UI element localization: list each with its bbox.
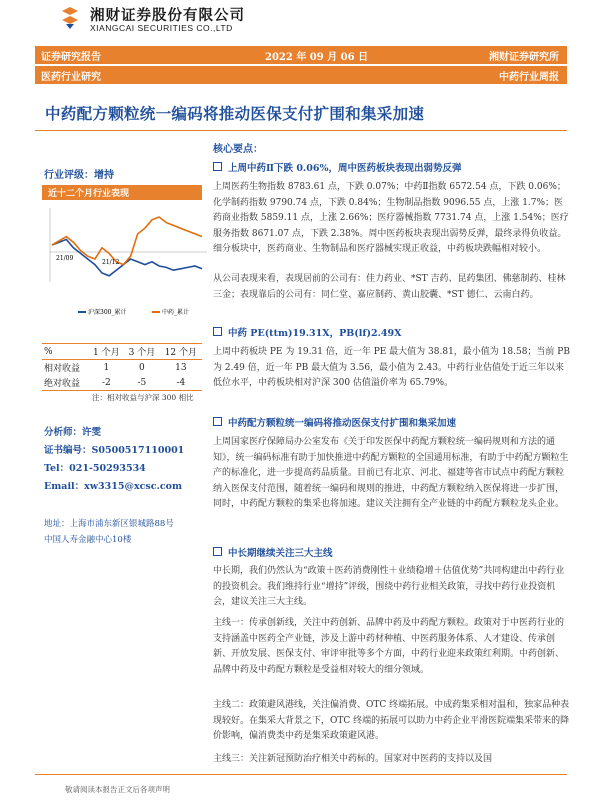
section-1-paragraph-2: 从公司表现来看，表现居前的公司有：佳力药业、*ST 吉药、昆药集团、佛慈制药、桂林三金；表现靠后的公司有：同仁堂、嘉应制药、黄山胶囊、*ST 德仁、云南白药。 bbox=[213, 274, 566, 300]
header-band-bottom bbox=[35, 66, 567, 84]
core-points-heading: 核心要点： bbox=[213, 144, 263, 155]
industry-label: 医药行业研究 bbox=[41, 72, 101, 83]
legend-hs300: 沪深300_累计 bbox=[88, 309, 127, 316]
analyst-name: 分析师：许雯 bbox=[44, 427, 102, 438]
section-4-paragraph-2: 主线一：传承创新线，关注中药创新、品牌中药及中药配方颗粒。政策对于中医药行业的支持涵盖中医药全产业链，涉及上游中药材种植、中医药服务体系、人才建设、传承创新、开放发展、医保支付、审评审批等多个方面，中药行业迎来政策红利期。中药创新、品牌中药及中药配方颗粒是受益相对较大的细分领域。 bbox=[213, 618, 565, 675]
report-type: 证券研究报告 bbox=[41, 52, 101, 63]
performance-chart bbox=[42, 204, 210, 324]
address-block bbox=[44, 516, 174, 548]
table-note: 注：相对收益与沪深 300 相比 bbox=[92, 393, 194, 402]
footer-divider bbox=[35, 774, 567, 775]
institute: 湘财证券研究所 bbox=[489, 52, 559, 63]
report-date: 2022 年 09 月 06 日 bbox=[265, 52, 369, 63]
section-3-paragraph: 上周国家医疗保障局办公室发布《关于印发医保中药配方颗粒统一编码规则和方法的通知》，统一编码标准有助于加快推进中药配方颗粒的全国通用标准，有助于中药配方颗粒生产的标准化，进一步提高药品质量。目前已有北京、河北、福建等省市试点中药配方颗粒纳入医保支付范围，随着统一编码和规则的推进，中药配方颗粒纳入医保将进一步扩围，同时，中药配方颗粒的集采也将加速。建议关注拥有全产业链的中药配方颗粒龙头企业。 bbox=[213, 437, 569, 509]
table-cell: -4 bbox=[160, 375, 202, 391]
section-4-paragraph-3: 主线二：政策避风港线，关注偏消费、OTC 终端拓展。中成药集采相对温和，独家品种表现较好。在集采大背景之下，OTC 终端的拓展可以助力中药企业平滑医院端集采带来的降价影响，偏消费类中药是集采政策避风港。 bbox=[213, 700, 570, 741]
table-header: 3 个月 bbox=[124, 344, 160, 360]
table-row bbox=[42, 360, 202, 376]
section-2-paragraph: 上周中药板块 PE 为 19.31 倍，近一年 PE 最大值为 38.81，最小值为 18.58；当前 PB 为 2.49 倍，近一年 PB 最大值为 3.56，最小值为 2.43。中药行业估值处于近三年以来低位水平，中药板块相对沪深 300 估值溢价率为 65.79%。 bbox=[213, 347, 570, 388]
table-row bbox=[42, 375, 202, 391]
section-2-heading bbox=[213, 325, 402, 339]
table-cell: 相对收益 bbox=[44, 364, 81, 374]
table-cell: -5 bbox=[124, 375, 160, 391]
analyst-tel: Tel：021-50293534 bbox=[44, 463, 146, 474]
footer-disclaimer: 敬请阅读本报告正文后各项声明 bbox=[65, 785, 170, 794]
company-logo bbox=[58, 6, 82, 30]
series-line-hs300 bbox=[52, 239, 202, 275]
table-header-row bbox=[42, 344, 202, 360]
table-header: 1 个月 bbox=[89, 344, 125, 360]
company-name-cn: 湘财证券股份有限公司 bbox=[90, 8, 245, 24]
table-cell: 1 bbox=[103, 362, 110, 373]
x-tick-label: 21/09 bbox=[56, 255, 74, 262]
square-bullet-icon bbox=[213, 417, 222, 426]
industry-rating: 行业评级：增持 bbox=[44, 170, 114, 181]
analyst-block bbox=[44, 424, 184, 496]
analyst-cert: 证书编号：S0500517110001 bbox=[44, 445, 185, 456]
title-divider bbox=[35, 130, 567, 131]
performance-bar bbox=[42, 185, 202, 200]
section-2-title: 中药 PE(ttm)19.31X，PB(lf)2.49X bbox=[228, 328, 402, 339]
square-bullet-icon bbox=[213, 547, 222, 556]
table-cell: 13 bbox=[175, 362, 187, 373]
section-4-title: 中长期继续关注三大主线 bbox=[228, 548, 333, 559]
legend-zy: 中药_累计 bbox=[162, 309, 190, 316]
weekly-label: 中药行业周报 bbox=[499, 72, 559, 83]
table-header: % bbox=[42, 344, 89, 360]
square-bullet-icon bbox=[213, 327, 222, 336]
table-cell: 绝对收益 bbox=[42, 375, 89, 391]
section-4-paragraph-4: 主线三：关注新冠预防治疗相关中药标的。国家对中医药的支持以及国 bbox=[213, 754, 493, 764]
x-tick-label: 21/12 bbox=[102, 259, 120, 266]
section-3-heading bbox=[213, 415, 456, 429]
company-name-en: XIANGCAI SECURITIES CO.,LTD bbox=[90, 23, 233, 33]
section-1-heading bbox=[213, 160, 461, 174]
analyst-email[interactable]: Email：xw3315@xcsc.com bbox=[44, 481, 183, 492]
section-1-title: 上周中药Ⅱ下跌 0.06%，周中医药板块表现出弱势反弹 bbox=[228, 163, 462, 174]
address-line-2: 中国人寿金融中心10楼 bbox=[44, 535, 132, 545]
performance-label: 近十二个月行业表现 bbox=[48, 189, 130, 199]
header-band-top bbox=[35, 46, 567, 64]
section-4-paragraph-1: 中长期，我们仍然认为“政策＋医药消费刚性＋业绩稳增＋估值优势”共同构建出中药行业的投资机会。我们维持行业“增持”评级，围绕中药行业相关政策，寻找中药行业投资机会，建议关注三大主线。 bbox=[213, 566, 565, 607]
square-bullet-icon bbox=[213, 162, 222, 171]
section-1-paragraph-1: 上周医药生物指数 8783.61 点，下跌 0.07%；中药Ⅱ指数 6572.54 点，下跌 0.06%；化学制药指数 9790.74 点，下跌 0.84%；生物制品指数 9096.55 点，上涨 1.7%；医药商业指数 5859.11 点，上涨 2.66%；医疗器械指数 7731.74 点，上涨 1.54%；医疗服务指数 8671.07 点，下跌 2.38%。周中医药板块表现出弱势反弹，最终录得负收益。细分板块中，医药商业、生物制品和医疗器械实现正收益，中药板块跌幅相对较小。 bbox=[213, 182, 569, 254]
table-cell: 0 bbox=[139, 362, 145, 373]
section-4-heading bbox=[213, 545, 333, 559]
table-header: 12 个月 bbox=[160, 344, 202, 360]
address-line-1: 地址：上海市浦东新区银城路88号 bbox=[44, 519, 174, 529]
report-title: 中药配方颗粒统一编码将推动医保支付扩围和集采加速 bbox=[45, 105, 425, 123]
return-table bbox=[42, 343, 202, 391]
table-cell: -2 bbox=[89, 375, 125, 391]
series-line-zy bbox=[52, 217, 202, 265]
section-3-title: 中药配方颗粒统一编码将推动医保支付扩围和集采加速 bbox=[228, 418, 457, 429]
